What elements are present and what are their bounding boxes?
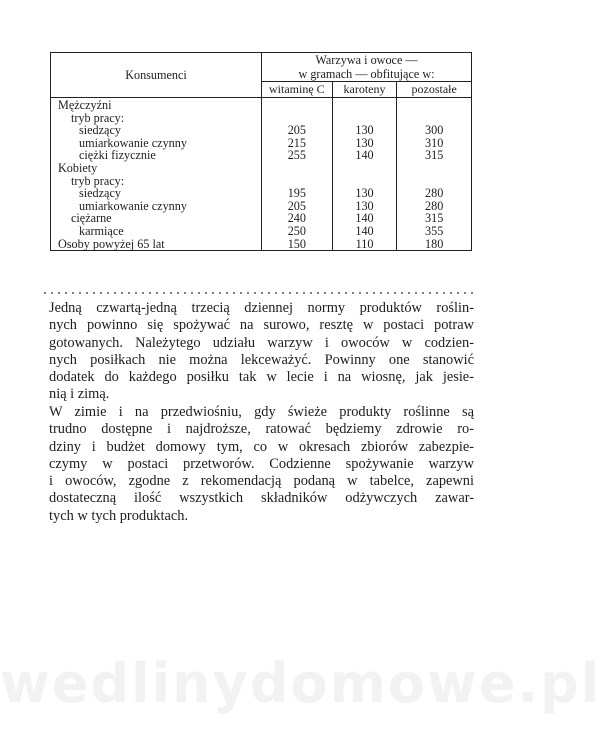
dotted-separator <box>44 292 474 298</box>
other-value <box>397 162 471 175</box>
separator-dot <box>156 292 158 294</box>
separator-dot <box>184 292 186 294</box>
separator-dot <box>359 292 361 294</box>
consumer-labels-column <box>51 98 262 251</box>
separator-dot <box>268 292 270 294</box>
separator-dot <box>443 292 445 294</box>
row-label: ciężki fizycznie <box>79 148 156 163</box>
other-column <box>397 98 472 251</box>
row-label: umiarkowanie czynny <box>79 198 187 213</box>
separator-dot <box>170 292 172 294</box>
vitamin-c-value <box>262 162 332 175</box>
separator-dot <box>226 292 228 294</box>
separator-dot <box>212 292 214 294</box>
paragraph-line: dodatek do każdego posiłku tak w lecie i na wiosnę, jak jesie- <box>49 369 474 386</box>
paragraph-line: nych posiłkach nie można lekceważyć. Powinny one stanowić <box>49 351 474 368</box>
row-label: umiarkowanie czynny <box>79 135 187 150</box>
separator-dot <box>58 292 60 294</box>
separator-dot <box>408 292 410 294</box>
carotene-value: 130 <box>355 198 374 213</box>
separator-dot <box>135 292 137 294</box>
separator-dot <box>422 292 424 294</box>
vitamin-c-value <box>262 99 332 112</box>
separator-dot <box>471 292 473 294</box>
carotene-value: 110 <box>355 236 374 251</box>
separator-dot <box>282 292 284 294</box>
separator-dot <box>198 292 200 294</box>
carotene-column <box>332 98 397 251</box>
vitamin-c-value: 250 <box>287 223 306 238</box>
separator-dot <box>387 292 389 294</box>
carotene-value: 140 <box>355 148 374 163</box>
carotene-value <box>333 99 397 112</box>
separator-dot <box>240 292 242 294</box>
paragraph-line: nych powinno się spożywać na surowo, resztę w postaci potraw <box>49 317 474 334</box>
separator-dot <box>317 292 319 294</box>
other-value: 280 <box>425 198 444 213</box>
separator-dot <box>100 292 102 294</box>
header-other: pozostałe <box>397 82 472 98</box>
separator-dot <box>254 292 256 294</box>
paragraph-line: i owoców, zgodne z rekomendacją podaną w tabelce, zapewni <box>49 473 474 490</box>
separator-dot <box>247 292 249 294</box>
separator-dot <box>324 292 326 294</box>
separator-dot <box>436 292 438 294</box>
header-carotene: karoteny <box>332 82 397 98</box>
row-label: Osoby powyżej 65 lat <box>58 236 165 251</box>
separator-dot <box>44 292 46 294</box>
vitamin-c-value: 205 <box>287 198 306 213</box>
vitamin-c-value: 150 <box>287 236 306 251</box>
paragraph-line: Jedną czwartą-jedną trzecią dziennej normy produktów roślin- <box>49 300 474 316</box>
paragraph-line: czymy w postaci przetworów. Codzienne spożywanie warzyw <box>49 455 474 472</box>
separator-dot <box>429 292 431 294</box>
carotene-value <box>333 162 397 175</box>
separator-dot <box>219 292 221 294</box>
separator-dot <box>163 292 165 294</box>
separator-dot <box>93 292 95 294</box>
other-value: 310 <box>425 135 444 150</box>
carotene-value: 130 <box>355 186 374 201</box>
separator-dot <box>191 292 193 294</box>
row-label: siedzący <box>79 123 121 138</box>
row-label: Mężczyźni <box>58 98 112 112</box>
separator-dot <box>464 292 466 294</box>
paragraph-1 <box>49 300 474 404</box>
carotene-value: 140 <box>355 211 374 226</box>
separator-dot <box>261 292 263 294</box>
paragraph-line: tych w tych produktach. <box>49 507 189 524</box>
separator-dot <box>107 292 109 294</box>
other-value: 300 <box>425 123 444 138</box>
separator-dot <box>394 292 396 294</box>
other-value: 280 <box>425 186 444 201</box>
separator-dot <box>331 292 333 294</box>
separator-dot <box>352 292 354 294</box>
separator-dot <box>380 292 382 294</box>
row-label: siedzący <box>79 186 121 201</box>
row-label: karmiące <box>79 223 124 238</box>
vitamin-c-value: 205 <box>287 123 306 138</box>
vitamin-c-value: 215 <box>287 135 306 150</box>
separator-dot <box>338 292 340 294</box>
separator-dot <box>142 292 144 294</box>
separator-dot <box>114 292 116 294</box>
separator-dot <box>79 292 81 294</box>
watermark: wedlinydomowe.pl <box>0 652 601 715</box>
carotene-value: 130 <box>355 135 374 150</box>
separator-dot <box>149 292 151 294</box>
paragraph-line: nią i zimą. <box>49 386 110 403</box>
header-group-line2: w gramach — obfitujące w: <box>298 67 435 81</box>
separator-dot <box>373 292 375 294</box>
other-value <box>397 99 471 112</box>
separator-dot <box>275 292 277 294</box>
separator-dot <box>415 292 417 294</box>
separator-dot <box>233 292 235 294</box>
separator-dot <box>296 292 298 294</box>
carotene-value: 140 <box>355 223 374 238</box>
separator-dot <box>51 292 53 294</box>
other-value: 315 <box>425 211 444 226</box>
separator-dot <box>86 292 88 294</box>
other-value: 180 <box>425 236 444 251</box>
paragraph-line: dziny i budżet domowy tym, co w okresach zbiorów zabezpie- <box>49 438 474 455</box>
separator-dot <box>177 292 179 294</box>
vitamin-c-value: 255 <box>287 148 306 163</box>
carotene-value: 130 <box>355 123 374 138</box>
separator-dot <box>65 292 67 294</box>
other-value: 355 <box>425 223 444 238</box>
header-group <box>262 53 472 82</box>
paragraph-line: W zimie i na przedwiośniu, gdy świeże produkty roślinne są <box>49 404 474 420</box>
separator-dot <box>128 292 130 294</box>
separator-dot <box>366 292 368 294</box>
separator-dot <box>205 292 207 294</box>
other-value: 315 <box>425 148 444 163</box>
paragraph-2 <box>49 404 474 525</box>
vitamin-c-column <box>262 98 333 251</box>
paragraph-line: dostateczną ilość wszystkich składników odżywczych zawar- <box>49 490 474 507</box>
vitamin-c-value: 195 <box>287 186 306 201</box>
separator-dot <box>345 292 347 294</box>
header-consumers: Konsumenci <box>51 53 262 98</box>
separator-dot <box>121 292 123 294</box>
header-group-line1: Warzywa i owoce — <box>315 53 418 67</box>
separator-dot <box>289 292 291 294</box>
row-label: tryb pracy: <box>71 173 125 188</box>
separator-dot <box>303 292 305 294</box>
separator-dot <box>72 292 74 294</box>
vitamin-c-value: 240 <box>287 211 306 226</box>
paragraph-line: trudno dostępne i najdroższe, ratować będziemy zdrowie ro- <box>49 421 474 438</box>
row-label: ciężarne <box>71 211 112 226</box>
separator-dot <box>310 292 312 294</box>
header-vitamin-c: witaminę C <box>262 82 333 98</box>
separator-dot <box>457 292 459 294</box>
paragraph-line: gotowanych. Należytego udziału warzyw i owoców w codzien- <box>49 334 474 351</box>
separator-dot <box>450 292 452 294</box>
nutrition-table <box>50 52 472 251</box>
row-label: tryb pracy: <box>71 110 125 125</box>
row-label: Kobiety <box>58 160 98 175</box>
separator-dot <box>401 292 403 294</box>
